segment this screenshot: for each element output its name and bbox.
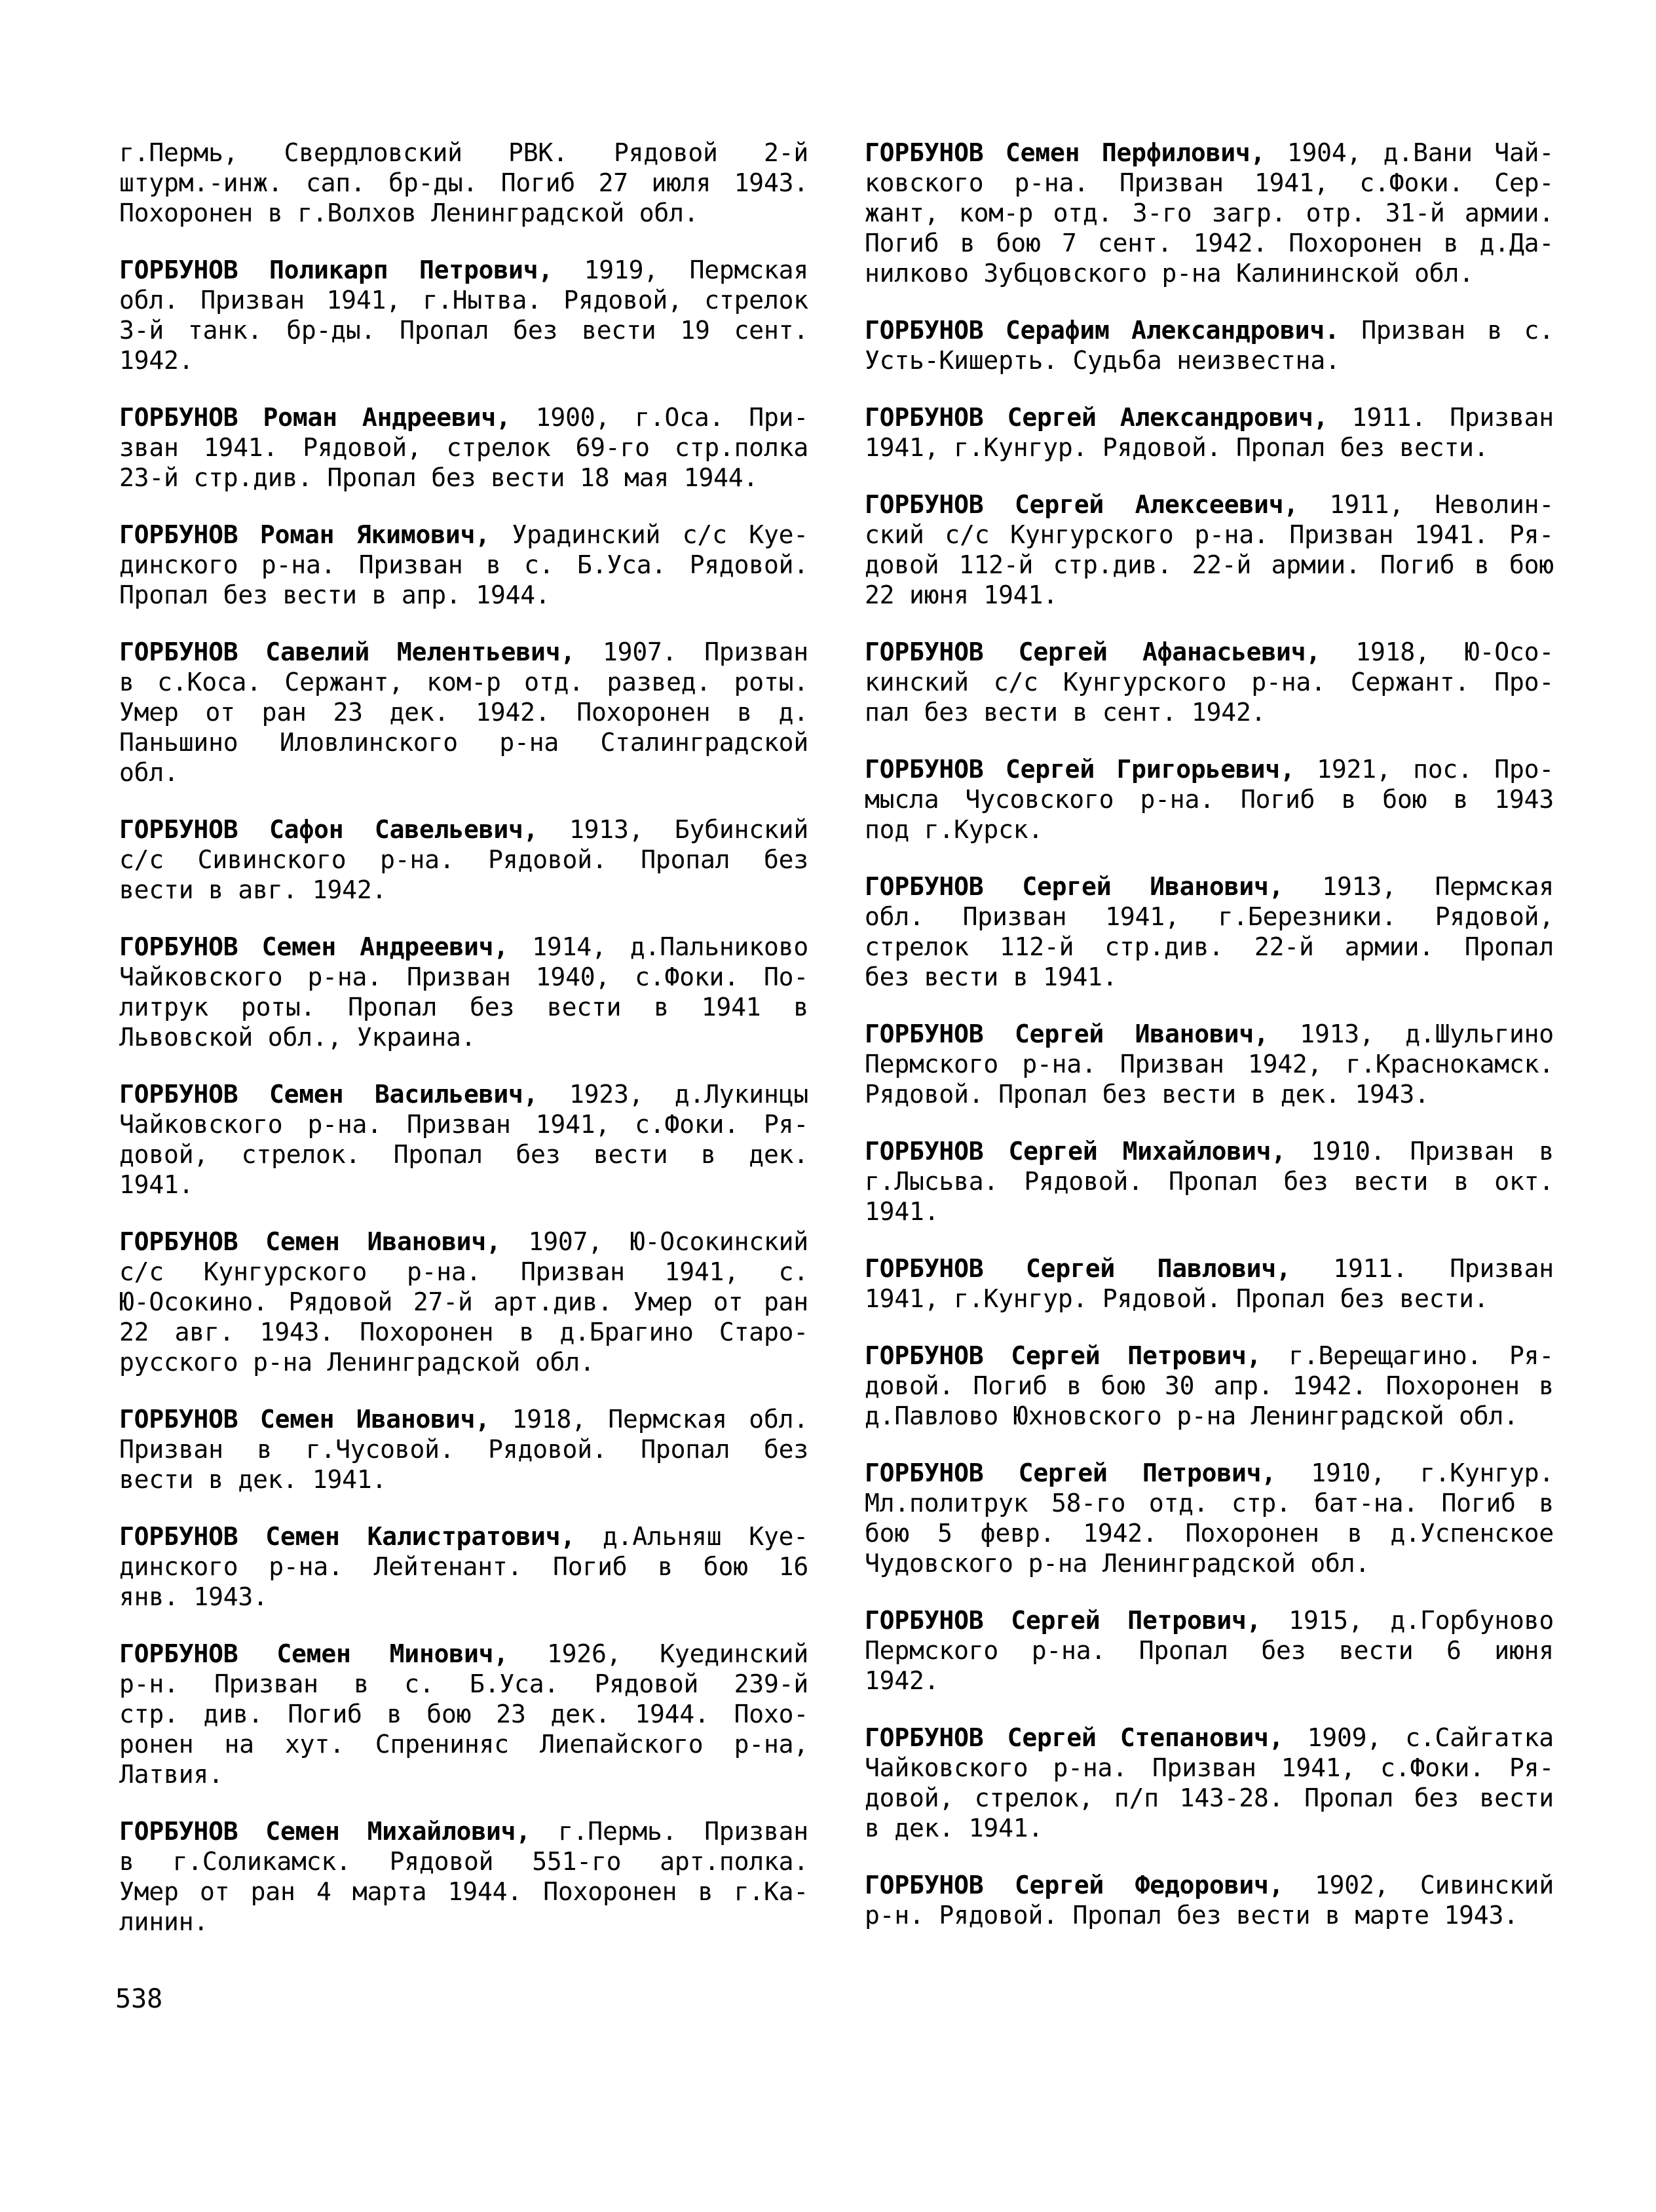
entry-line: 1942. <box>865 1666 939 1695</box>
memorial-entry <box>865 489 1554 610</box>
entry-text: 1918, Пермская обл. <box>512 1405 808 1434</box>
entry-line: с/с Кунгурского р-на. Призван 1941, с. <box>119 1257 808 1286</box>
entry-name: ГОРБУНОВ Сергей Павлович, <box>865 1254 1291 1283</box>
entry-line: ский с/с Кунгурского р-на. Призван 1941. Ря- <box>865 520 1554 549</box>
entry-line: линин. <box>119 1907 209 1936</box>
entry-line: пал без вести в сент. 1942. <box>865 698 1266 727</box>
memorial-entry <box>119 1079 808 1200</box>
entry-name: ГОРБУНОВ Семен Иванович, <box>119 1405 490 1434</box>
entry-line: Умер от ран 23 дек. 1942. Похоронен в д. <box>119 698 808 727</box>
entry-line: Пермского р-на. Призван 1942, г.Краснокамск. <box>865 1050 1554 1078</box>
page-number: 538 <box>115 1984 163 2014</box>
entry-line: вести в авг. 1942. <box>119 875 387 904</box>
entry-line <box>119 637 808 667</box>
entry-line: Чайковского р-на. Призван 1941, с.Фоки. Ря- <box>865 1753 1554 1782</box>
entry-line: жант, ком-р отд. 3-го загр. отр. 31-й армии. <box>865 199 1554 227</box>
entry-text: 1907, Ю-Осокинский <box>528 1227 808 1256</box>
entry-text: 1913, Бубинский <box>569 815 808 844</box>
entry-text: г.Пермь. Призван <box>557 1817 808 1846</box>
entry-line: русского р-на Ленинградской обл. <box>119 1348 595 1377</box>
entry-line: Усть-Кишерть. Судьба неизвестна. <box>865 346 1340 375</box>
entry-line <box>119 1816 808 1846</box>
entry-name: ГОРБУНОВ Роман Андреевич, <box>119 403 511 432</box>
entry-name: ГОРБУНОВ Сафон Савельевич, <box>119 815 538 844</box>
entry-line: Похоронен в г.Волхов Ленинградской обл. <box>119 199 699 227</box>
entry-line: литрук роты. Пропал без вести в 1941 в <box>119 993 808 1021</box>
entry-line: обл. Призван 1941, г.Нытва. Рядовой, стрелок <box>119 286 808 315</box>
entry-line: р-н. Призван в с. Б.Уса. Рядовой 239-й <box>119 1669 808 1698</box>
entry-text: Урадинский с/с Куе- <box>512 520 808 549</box>
memorial-entry <box>865 1605 1554 1696</box>
entry-line: 1941. <box>119 1170 194 1199</box>
memorial-entry <box>119 520 808 610</box>
entry-line <box>865 1019 1554 1049</box>
entry-name: ГОРБУНОВ Семен Перфилович, <box>865 138 1266 167</box>
memorial-entry <box>119 402 808 493</box>
entry-text: 1911. Призван <box>1351 403 1554 432</box>
memorial-entry <box>865 138 1554 288</box>
entry-text: 1914, д.Пальниково <box>532 932 808 961</box>
entry-line: янв. 1943. <box>119 1582 268 1611</box>
entry-line: 22 июня 1941. <box>865 581 1058 609</box>
entry-name: ГОРБУНОВ Сергей Михайлович, <box>865 1137 1287 1166</box>
memorial-entry <box>865 1870 1554 1930</box>
memorial-entry <box>119 138 808 228</box>
entry-line: в с.Коса. Сержант, ком-р отд. развед. роты. <box>119 668 808 696</box>
entry-line: ронен на хут. Спрениняс Лиепайского р-на, <box>119 1730 808 1759</box>
entry-line <box>119 1227 808 1257</box>
memorial-entry <box>865 402 1554 463</box>
entry-line: без вести в 1941. <box>865 963 1118 991</box>
entry-line <box>119 138 808 168</box>
entry-line: кинский с/с Кунгурского р-на. Сержант. Про- <box>865 668 1554 696</box>
entry-line: довой. Погиб в бою 30 апр. 1942. Похоронен в <box>865 1371 1554 1400</box>
entry-name: ГОРБУНОВ Сергей Иванович, <box>865 872 1284 901</box>
entry-text: 1926, Куединский <box>546 1639 808 1668</box>
right-column <box>865 138 1554 1964</box>
memorial-entry <box>865 754 1554 845</box>
entry-line: динского р-на. Лейтенант. Погиб в бою 16 <box>119 1552 808 1581</box>
entry-line <box>119 932 808 962</box>
entry-line: обл. <box>119 758 179 787</box>
entry-line: штурм.-инж. сап. бр-ды. Погиб 27 июля 1943. <box>119 168 808 197</box>
memorial-entry <box>119 1227 808 1377</box>
entry-name: ГОРБУНОВ Сергей Федорович, <box>865 1871 1284 1899</box>
memorial-entry <box>119 1816 808 1937</box>
entry-line: Пропал без вести в апр. 1944. <box>119 581 550 609</box>
entry-line: 1941, г.Кунгур. Рядовой. Пропал без вести. <box>865 1284 1489 1313</box>
entry-line: Ю-Осокино. Рядовой 27-й арт.див. Умер от ран <box>119 1287 808 1316</box>
memorial-entry <box>119 1639 808 1789</box>
entry-line: зван 1941. Рядовой, стрелок 69-го стр.полка <box>119 433 808 462</box>
entry-line <box>865 637 1554 667</box>
entry-line: с/с Сивинского р-на. Рядовой. Пропал без <box>119 845 808 874</box>
entry-line: нилково Зубцовского р-на Калининской обл. <box>865 259 1474 288</box>
entry-text: 1902, Сивинский <box>1314 1871 1554 1899</box>
entry-text: г.Пермь, Свердловский РВК. Рядовой 2-й <box>119 138 808 167</box>
entry-name: ГОРБУНОВ Серафим Александрович. <box>865 316 1340 345</box>
entry-line: г.Лысьва. Рядовой. Пропал без вести в окт. <box>865 1167 1554 1196</box>
entry-line <box>865 1458 1554 1488</box>
entry-text: 1915, д.Горбуново <box>1289 1606 1554 1635</box>
entry-line: 23-й стр.див. Пропал без вести 18 мая 1944. <box>119 463 759 492</box>
memorial-entry <box>119 814 808 905</box>
entry-line: Чудовского р-на Ленинградской обл. <box>865 1549 1370 1578</box>
entry-line: Чайковского р-на. Призван 1941, с.Фоки. Ря- <box>119 1110 808 1139</box>
entry-line <box>865 489 1554 520</box>
entry-name: ГОРБУНОВ Сергей Афанасьевич, <box>865 638 1321 666</box>
entry-line: Мл.политрук 58-го отд. стр. бат-на. Погиб в <box>865 1489 1554 1517</box>
entry-name: ГОРБУНОВ Поликарп Петрович, <box>119 256 554 284</box>
memorial-entry <box>865 315 1554 375</box>
entry-line: динского р-на. Призван в с. Б.Уса. Рядовой. <box>119 550 808 579</box>
entry-line: Чайковского р-на. Призван 1940, с.Фоки. По- <box>119 963 808 991</box>
memorial-entry <box>865 1458 1554 1578</box>
entry-line: р-н. Рядовой. Пропал без вести в марте 1943. <box>865 1901 1518 1930</box>
entry-text: Призван в с. <box>1361 316 1554 345</box>
entry-line: Призван в г.Чусовой. Рядовой. Пропал без <box>119 1435 808 1464</box>
entry-line <box>865 1136 1554 1166</box>
memorial-entry <box>119 1404 808 1495</box>
entry-line: Пермского р-на. Пропал без вести 6 июня <box>865 1636 1554 1665</box>
entry-line: 3-й танк. бр-ды. Пропал без вести 19 сент. <box>119 316 808 345</box>
entry-line: Рядовой. Пропал без вести в дек. 1943. <box>865 1080 1429 1109</box>
entry-line: стрелок 112-й стр.див. 22-й армии. Пропал <box>865 932 1554 961</box>
entry-line: бою 5 февр. 1942. Похоронен в д.Успенское <box>865 1519 1554 1548</box>
entry-name: ГОРБУНОВ Семен Андреевич, <box>119 932 509 961</box>
entry-line: довой, стрелок, п/п 143-28. Пропал без вести <box>865 1783 1554 1812</box>
entry-name: ГОРБУНОВ Сергей Степанович, <box>865 1723 1284 1752</box>
entry-line <box>119 1079 808 1109</box>
entry-line <box>119 1404 808 1434</box>
entry-line: Умер от ран 4 марта 1944. Похоронен в г.Ка- <box>119 1877 808 1906</box>
entry-text: 1910, г.Кунгур. <box>1311 1459 1554 1487</box>
entry-name: ГОРБУНОВ Семен Минович, <box>119 1639 509 1668</box>
entry-text: 1904, д.Вани Чай- <box>1287 138 1554 167</box>
entry-line: мысла Чусовского р-на. Погиб в бою в 1943 <box>865 785 1554 814</box>
entry-name: ГОРБУНОВ Роман Якимович, <box>119 520 490 549</box>
entry-line: 1942. <box>119 346 194 375</box>
entry-text: 1907. Призван <box>602 638 808 666</box>
entry-line: обл. Призван 1941, г.Березники. Рядовой, <box>865 902 1554 931</box>
memorial-entry <box>865 637 1554 727</box>
entry-text: г.Верещагино. Ря- <box>1289 1341 1554 1370</box>
entry-text: 1921, пос. Про- <box>1317 755 1554 784</box>
memorial-entry <box>119 1521 808 1612</box>
entry-text: д.Альняш Куе- <box>602 1522 808 1551</box>
entry-line <box>865 402 1554 432</box>
memorial-entry <box>865 1341 1554 1431</box>
entry-text: 1900, г.Оса. При- <box>535 403 808 432</box>
entry-text: 1918, Ю-Осо- <box>1355 638 1554 666</box>
entry-line: Львовской обл., Украина. <box>119 1023 476 1052</box>
memorial-entry <box>865 1019 1554 1109</box>
entry-text: 1913, д.Шульгино <box>1300 1020 1554 1048</box>
entry-line <box>865 754 1554 784</box>
entry-line: 1941, г.Кунгур. Рядовой. Пропал без вести. <box>865 433 1489 462</box>
entry-text: 1910. Призван в <box>1311 1137 1554 1166</box>
entry-text: 1909, с.Сайгатка <box>1307 1723 1554 1752</box>
entry-line <box>119 402 808 432</box>
entry-line: в г.Соликамск. Рядовой 551-го арт.полка. <box>119 1847 808 1876</box>
memorial-entry <box>119 932 808 1052</box>
entry-text: 1923, д.Лукинцы <box>569 1080 808 1109</box>
entry-line <box>865 1870 1554 1900</box>
entry-line: вести в дек. 1941. <box>119 1465 387 1494</box>
entry-name: ГОРБУНОВ Сергей Петрович, <box>865 1341 1262 1370</box>
entry-line <box>119 1521 808 1552</box>
entry-line <box>119 814 808 845</box>
entry-line: довой 112-й стр.див. 22-й армии. Погиб в бою <box>865 550 1554 579</box>
memorial-entry <box>865 871 1554 992</box>
entry-line <box>865 1341 1554 1371</box>
entry-line: д.Павлово Юхновского р-на Ленинградской обл. <box>865 1402 1518 1430</box>
entry-line: стр. див. Погиб в бою 23 дек. 1944. Похо- <box>119 1700 808 1728</box>
text-columns <box>119 138 1554 1964</box>
entry-line <box>119 1639 808 1669</box>
entry-line <box>865 871 1554 902</box>
entry-text: 1911. Призван <box>1333 1254 1554 1283</box>
entry-name: ГОРБУНОВ Семен Иванович, <box>119 1227 501 1256</box>
entry-name: ГОРБУНОВ Сергей Григорьевич, <box>865 755 1295 784</box>
entry-line: довой, стрелок. Пропал без вести в дек. <box>119 1140 808 1169</box>
entry-name: ГОРБУНОВ Савелий Мелентьевич, <box>119 638 576 666</box>
entry-line: Латвия. <box>119 1760 223 1789</box>
entry-line: 1941. <box>865 1197 939 1226</box>
entry-line <box>865 1723 1554 1753</box>
entry-name: ГОРБУНОВ Сергей Иванович, <box>865 1020 1269 1048</box>
entry-name: ГОРБУНОВ Семен Калистратович, <box>119 1522 576 1551</box>
entry-line <box>865 315 1554 345</box>
entry-name: ГОРБУНОВ Сергей Александрович, <box>865 403 1328 432</box>
memorial-entry <box>865 1136 1554 1227</box>
memorial-entry <box>119 637 808 788</box>
memorial-entry <box>865 1723 1554 1843</box>
left-column <box>119 138 808 1964</box>
entry-text: 1913, Пермская <box>1322 872 1554 901</box>
entry-text: 1919, Пермская <box>584 256 808 284</box>
entry-line: в дек. 1941. <box>865 1814 1044 1842</box>
entry-line: 22 авг. 1943. Похоронен в д.Брагино Старо- <box>119 1318 808 1346</box>
entry-name: ГОРБУНОВ Сергей Петрович, <box>865 1459 1277 1487</box>
entry-line <box>865 138 1554 168</box>
entry-line: Паньшино Иловлинского р-на Сталинградской <box>119 728 808 757</box>
entry-name: ГОРБУНОВ Сергей Петрович, <box>865 1606 1262 1635</box>
entry-name: ГОРБУНОВ Семен Васильевич, <box>119 1080 538 1109</box>
entry-name: ГОРБУНОВ Семен Михайлович, <box>119 1817 531 1846</box>
entry-line <box>119 255 808 285</box>
memorial-entry <box>119 255 808 375</box>
entry-line: под г.Курск. <box>865 815 1044 844</box>
entry-line <box>865 1605 1554 1635</box>
entry-line: Погиб в бою 7 сент. 1942. Похоронен в д.Да- <box>865 229 1554 257</box>
entry-text: 1911, Неволин- <box>1329 490 1554 519</box>
entry-line <box>865 1253 1554 1284</box>
entry-name: ГОРБУНОВ Сергей Алексеевич, <box>865 490 1299 519</box>
memorial-entry <box>865 1253 1554 1314</box>
entry-line <box>119 520 808 550</box>
entry-line: ковского р-на. Призван 1941, с.Фоки. Сер- <box>865 168 1554 197</box>
